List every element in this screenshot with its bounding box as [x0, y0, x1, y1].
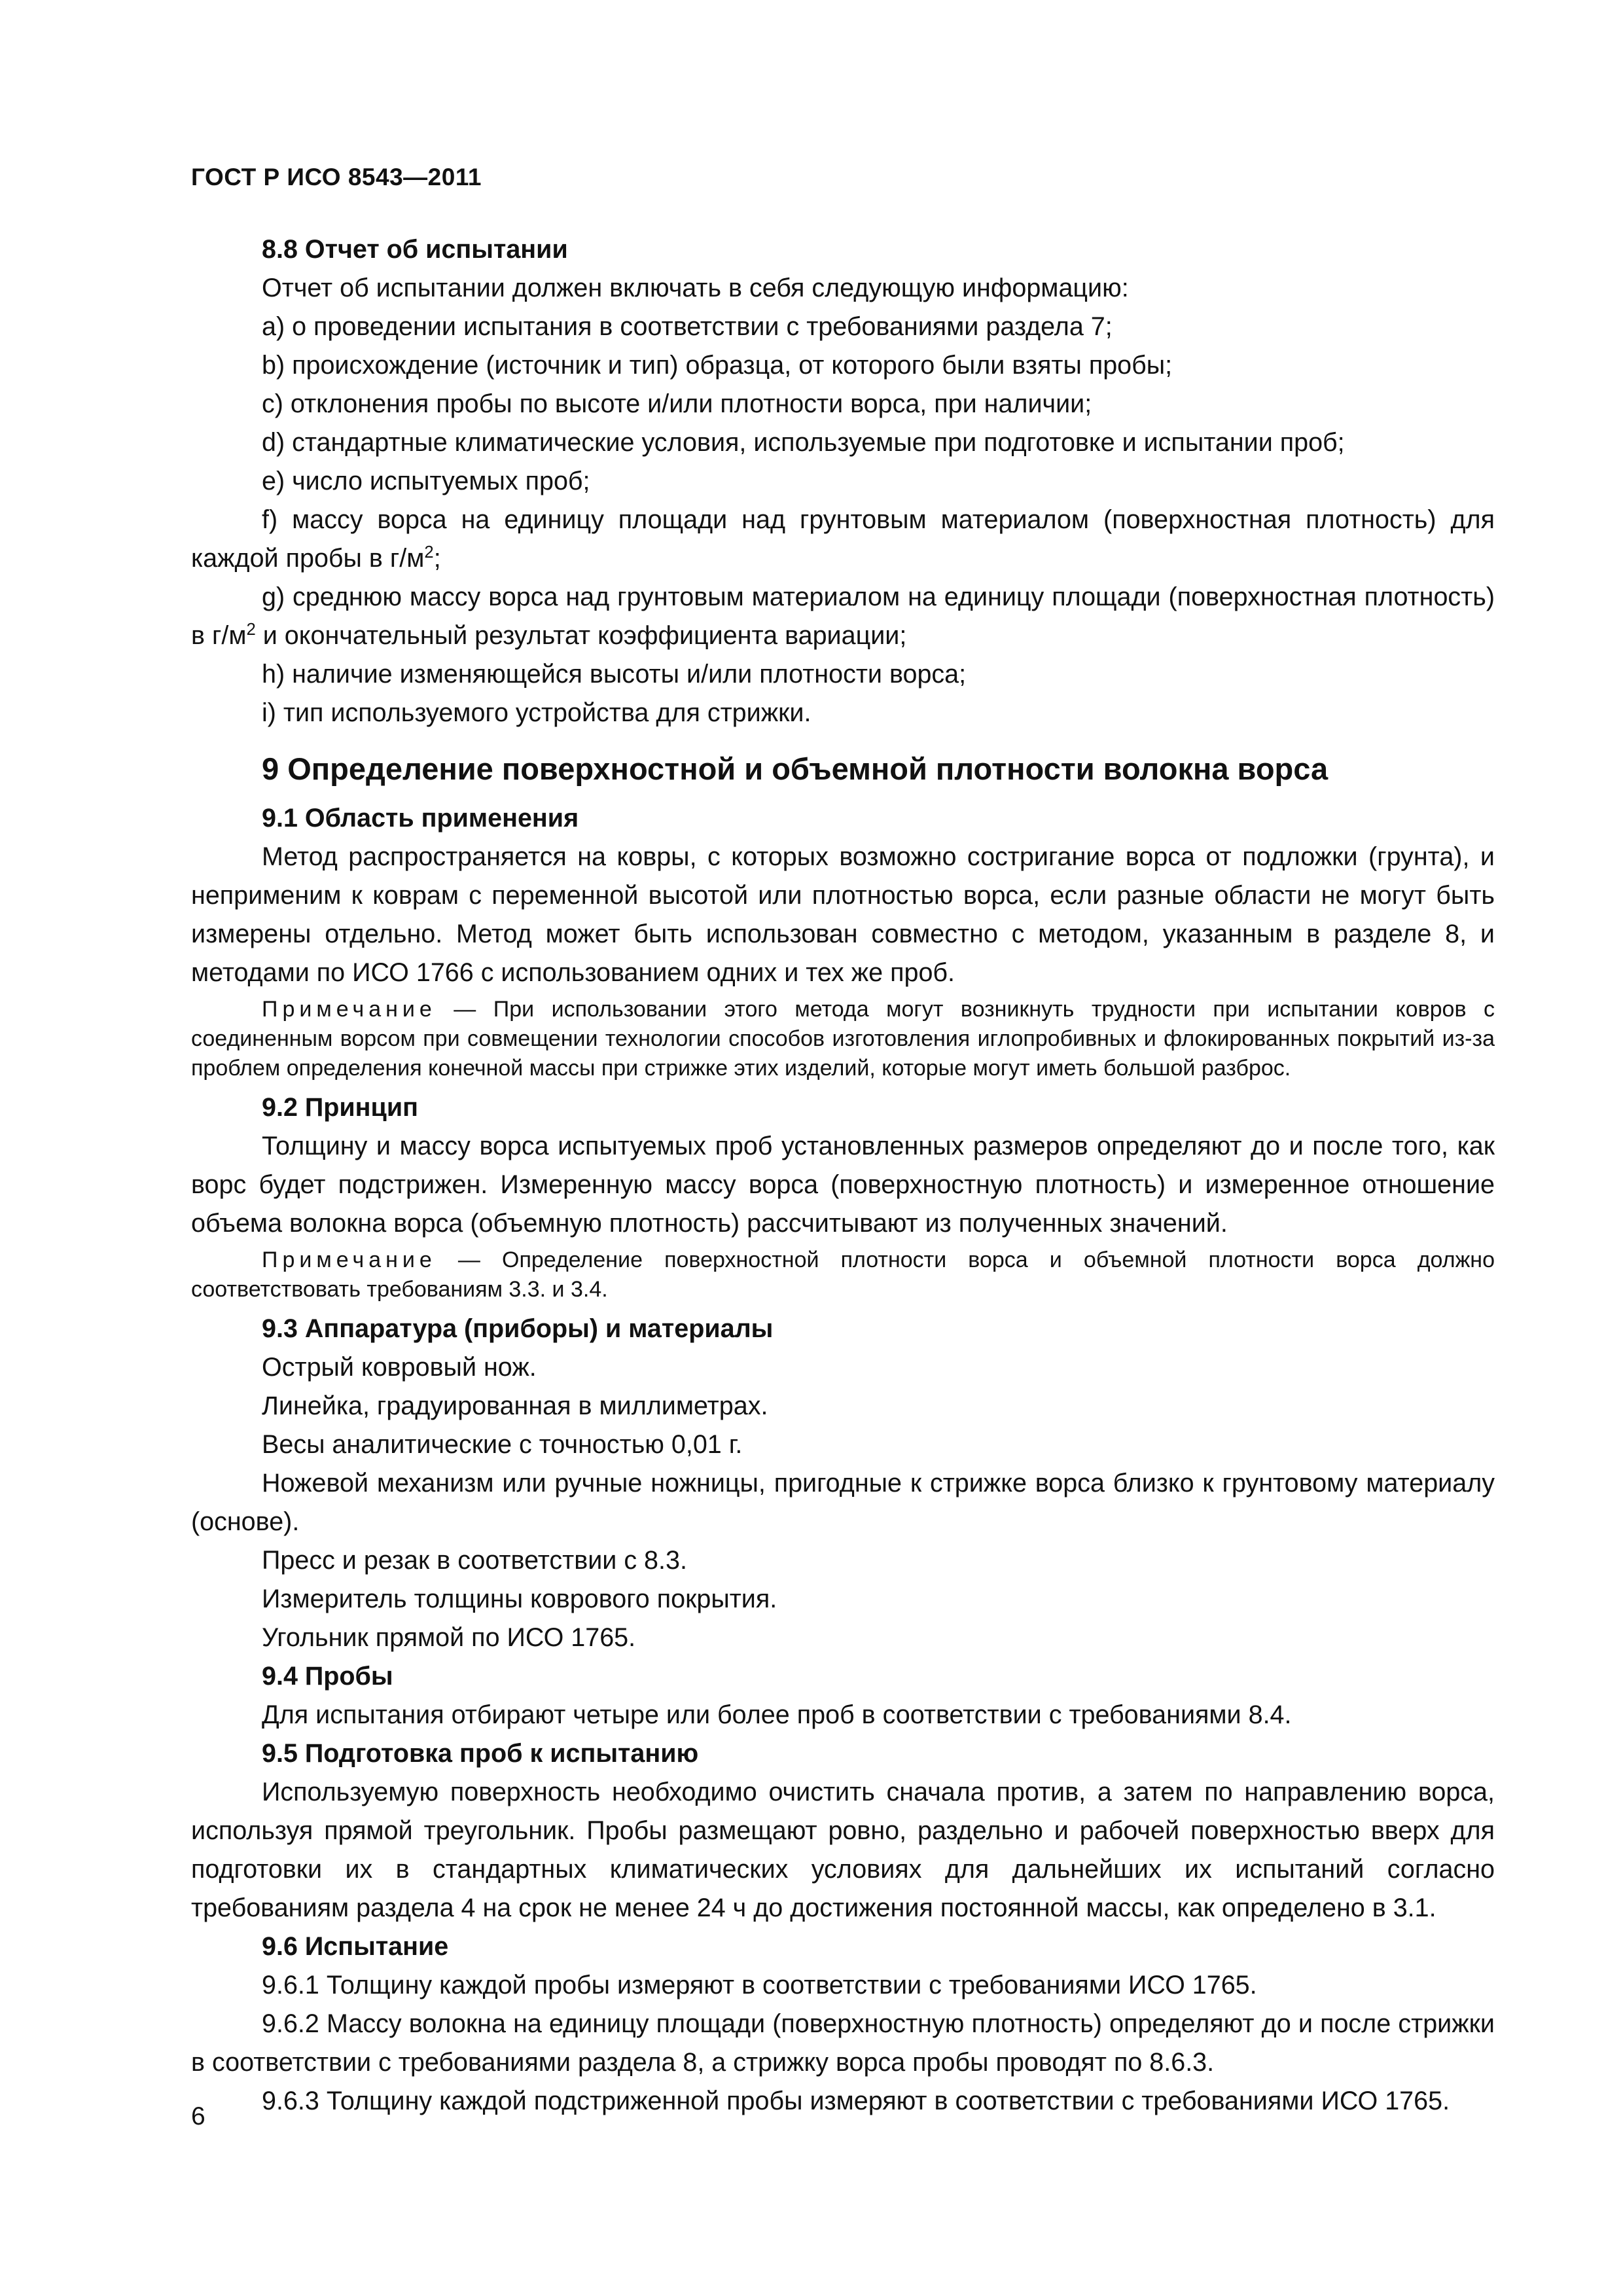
list-item-i: i) тип используемого устройства для стрижки.	[262, 698, 812, 727]
note-label: Примечание	[262, 1247, 437, 1272]
equipment-item: Весы аналитические с точностью 0,01 г.	[262, 1430, 743, 1459]
note-9-2	[191, 1246, 1495, 1304]
document-body	[191, 230, 1495, 2121]
equipment-item: Угольник прямой по ИСО 1765.	[262, 1623, 636, 1652]
section-heading-9-4: 9.4 Пробы	[262, 1662, 393, 1691]
note-text: — При использовании этого метода могут возникнуть трудности при испытании ковров с соединенным ворсом при совмещении технологии способов изготовления иглопробивных и флокированных покрытий из-за проблем определения конечной массы при стрижке этих изделий, которые могут иметь большой разброс.	[191, 997, 1495, 1081]
list-item-f	[191, 501, 1495, 578]
list-item-b: b) происхождение (источник и тип) образца, от которого были взяты пробы;	[262, 351, 1173, 380]
list-item-g-text: g) среднюю массу ворса над грунтовым материалом на единицу площади (поверхностная плотность) в г/м	[191, 583, 1495, 650]
paragraph-9-1: Метод распространяется на ковры, с которых возможно состригание ворса от подложки (грунта), и неприменим к коврам с переменной высотой или плотностью ворса, если разные области не могут быть измерены отдельно. Метод может быть использован совместно с методом, указанным в разделе 8, и методами по ИСО 1766 с использованием одних и тех же проб.	[191, 842, 1495, 987]
page-number: 6	[191, 2102, 205, 2130]
document-header: ГОСТ Р ИСО 8543—2011	[191, 164, 482, 190]
paragraph-9-5: Используемую поверхность необходимо очистить сначала против, а затем по направлению ворса, используя прямой треугольник. Пробы размещают ровно, раздельно и рабочей поверхностью вверх для подготовки их в стандартных климатических условиях для дальнейших их испытаний согласно требованиям раздела 4 на срок не менее 24 ч до достижения постоянной массы, как определено в 3.1.	[191, 1778, 1495, 1922]
section-heading-9-2: 9.2 Принцип	[262, 1093, 418, 1122]
list-item-g	[191, 578, 1495, 655]
list-item-h: h) наличие изменяющейся высоты и/или плотности ворса;	[262, 660, 967, 689]
equipment-item: Ножевой механизм или ручные ножницы, пригодные к стрижке ворса близко к грунтовому материалу (основе).	[191, 1469, 1495, 1536]
equipment-item: Пресс и резак в соответствии с 8.3.	[262, 1546, 687, 1575]
superscript: 2	[424, 543, 434, 562]
paragraph-8-8-intro: Отчет об испытании должен включать в себя следующую информацию:	[262, 274, 1129, 302]
section-heading-9-3: 9.3 Аппаратура (приборы) и материалы	[262, 1314, 774, 1343]
section-heading-9-6: 9.6 Испытание	[262, 1932, 449, 1961]
equipment-item: Острый ковровый нож.	[262, 1353, 537, 1382]
section-heading-9-5: 9.5 Подготовка проб к испытанию	[262, 1739, 699, 1768]
list-item-d: d) стандартные климатические условия, используемые при подготовке и испытании проб;	[262, 428, 1345, 457]
section-heading-8-8: 8.8 Отчет об испытании	[262, 235, 568, 264]
section-heading-9: 9 Определение поверхностной и объемной плотности волокна ворса	[262, 751, 1329, 786]
equipment-item: Измеритель толщины коврового покрытия.	[262, 1585, 777, 1613]
note-9-1	[191, 995, 1495, 1083]
list-item-a: a) о проведении испытания в соответствии с требованиями раздела 7;	[262, 312, 1113, 341]
paragraph-9-6-2: 9.6.2 Массу волокна на единицу площади (поверхностную плотность) определяют до и после стрижки в соответствии с требованиями раздела 8, а стрижку ворса пробы проводят по 8.6.3.	[191, 2009, 1495, 2077]
list-item-g-end: и окончательный результат коэффициента вариации;	[255, 621, 907, 650]
list-item-c: c) отклонения пробы по высоте и/или плотности ворса, при наличии;	[262, 389, 1092, 418]
superscript: 2	[246, 620, 256, 639]
list-item-f-text: f) массу ворса на единицу площади над грунтовым материалом (поверхностная плотность) для каждой пробы в г/м	[191, 505, 1495, 573]
paragraph-9-2: Толщину и массу ворса испытуемых проб установленных размеров определяют до и после того, как ворс будет подстрижен. Измеренную массу ворса (поверхностную плотность) и измеренное отношение объема волокна ворса (объемную плотность) рассчитывают из полученных значений.	[191, 1132, 1495, 1238]
list-item-e: e) число испытуемых проб;	[262, 467, 590, 495]
paragraph-9-4: Для испытания отбирают четыре или более проб в соответствии с требованиями 8.4.	[262, 1700, 1292, 1729]
note-text: — Определение поверхностной плотности ворса и объемной плотности ворса должно соответствовать требованиям 3.3. и 3.4.	[191, 1247, 1495, 1302]
paragraph-9-6-1: 9.6.1 Толщину каждой пробы измеряют в соответствии с требованиями ИСО 1765.	[262, 1971, 1257, 2000]
paragraph-9-6-3: 9.6.3 Толщину каждой подстриженной пробы измеряют в соответствии с требованиями ИСО 1765.	[262, 2087, 1450, 2115]
note-label: Примечание	[262, 997, 437, 1022]
list-item-f-end: ;	[433, 544, 441, 573]
section-heading-9-1: 9.1 Область применения	[262, 804, 579, 833]
equipment-item: Линейка, градуированная в миллиметрах.	[262, 1391, 768, 1420]
